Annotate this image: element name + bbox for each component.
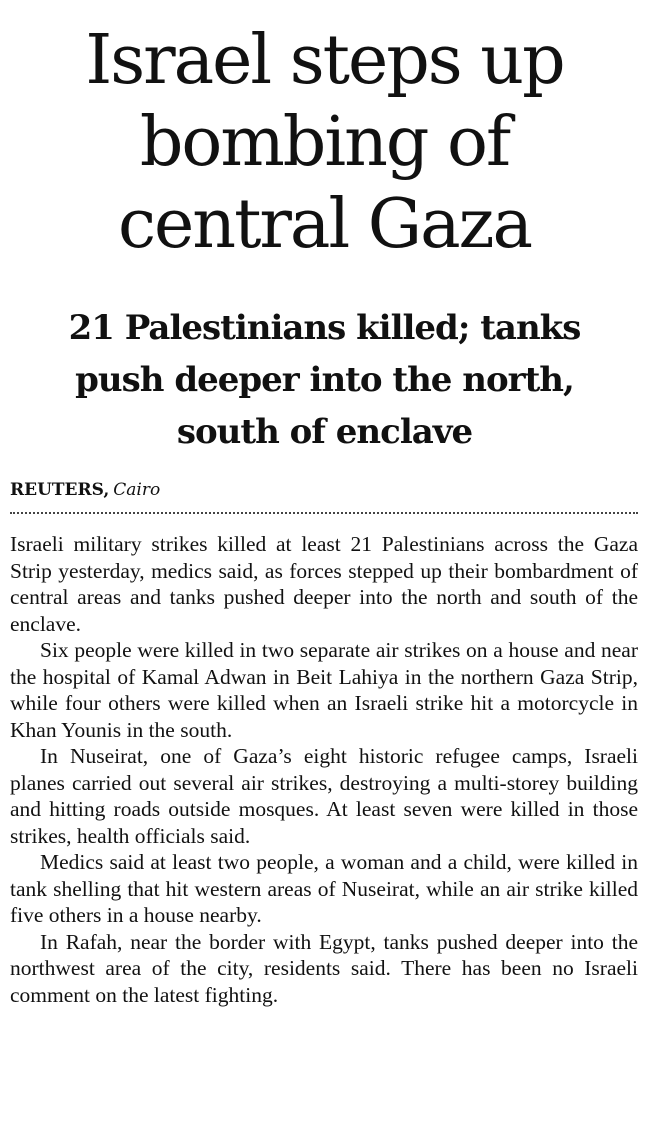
body-paragraph: In Rafah, near the border with Egypt, tanks pushed deeper into the northwest area of the city, residents said. There has been no Israeli comment on the latest fighting. bbox=[10, 929, 638, 1007]
headline-line: Israel steps up bbox=[85, 21, 564, 100]
subheadline bbox=[0, 302, 649, 458]
headline bbox=[0, 20, 649, 266]
body-paragraph: In Nuseirat, one of Gaza’s eight historic refugee camps, Israeli planes carried out several air strikes, destroying a multi-storey building and hitting roads outside mosques. At least seven were killed in those strikes, health officials said. bbox=[10, 744, 638, 848]
subheadline-line: south of enclave bbox=[176, 412, 473, 452]
dotted-divider bbox=[10, 512, 638, 514]
body-paragraph: Six people were killed in two separate air strikes on a house and near the hospital of Kamal Adwan in Beit Lahiya in the northern Gaza Strip, while four others were killed when an Israeli strike hit a motorcycle in Khan Younis in the south. bbox=[10, 638, 638, 742]
body-paragraph: Medics said at least two people, a woman and a child, were killed in tank shelling that hit western areas of Nuseirat, while an air strike killed five others in a house nearby. bbox=[10, 850, 638, 927]
subheadline-line: push deeper into the north, bbox=[75, 360, 574, 400]
article-body bbox=[10, 531, 638, 1008]
byline-place: Cairo bbox=[113, 480, 161, 500]
byline-agency: REUTERS, bbox=[10, 480, 110, 500]
headline-line: bombing of bbox=[139, 103, 510, 182]
byline bbox=[10, 478, 160, 502]
body-paragraph: Israeli military strikes killed at least 21 Palestinians across the Gaza Strip yesterday, medics said, as forces stepped up their bombardment of central areas and tanks pushed deeper into the north and south of the enclave. bbox=[10, 532, 638, 636]
subheadline-line: 21 Palestinians killed; tanks bbox=[68, 308, 581, 348]
headline-line: central Gaza bbox=[117, 185, 532, 264]
